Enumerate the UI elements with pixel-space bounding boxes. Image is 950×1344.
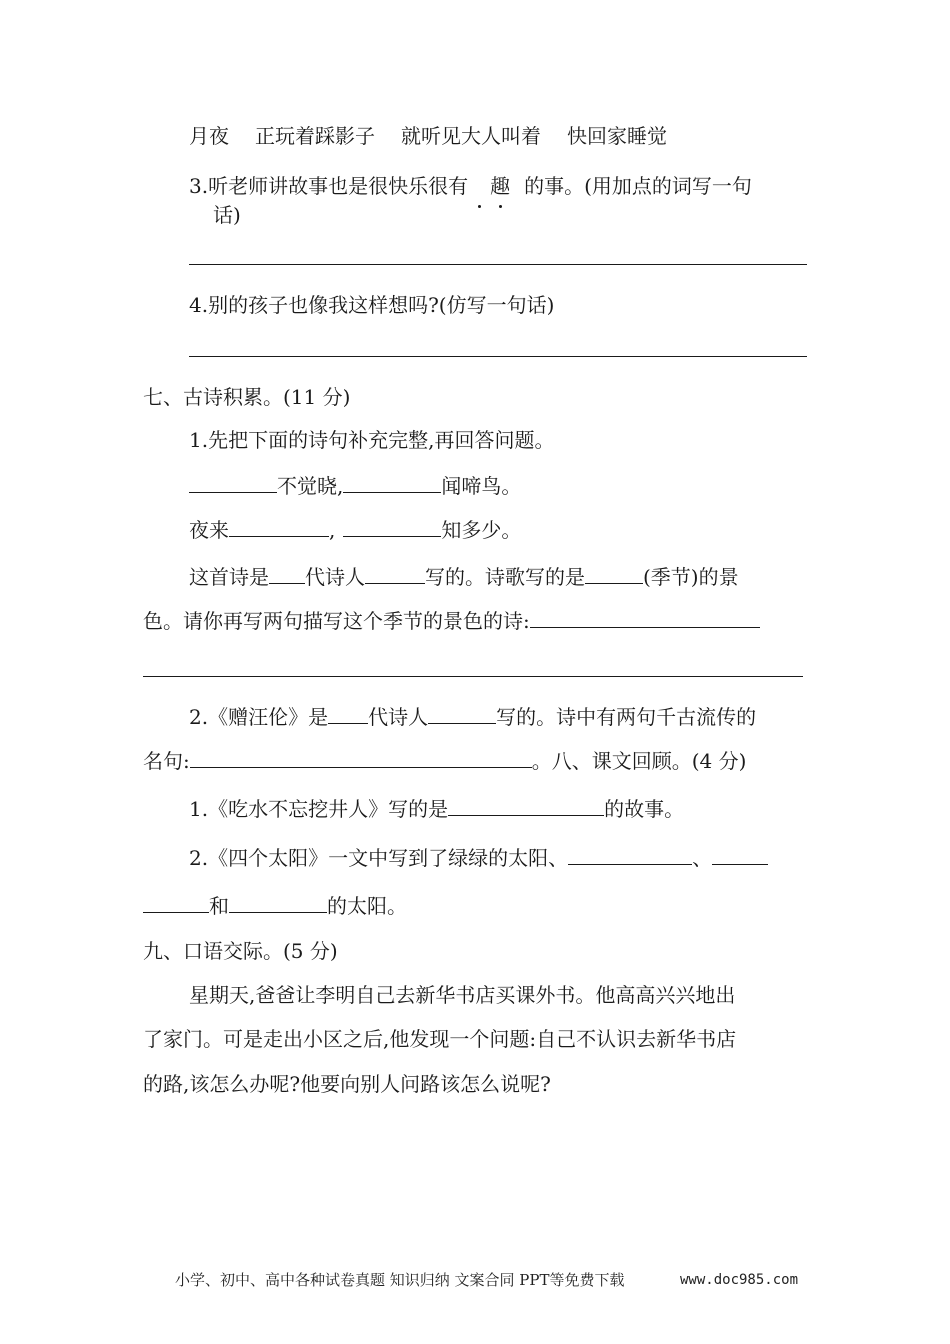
- section-7-question-1: 1.先把下面的诗句补充完整,再回答问题。: [189, 428, 555, 452]
- question-3: [189, 172, 752, 200]
- fill-blank[interactable]: [365, 563, 425, 584]
- section-9-paragraph-line: 了家门。可是走出小区之后,他发现一个问题:自己不认识去新华书店: [143, 1027, 737, 1051]
- fill-blank[interactable]: [190, 747, 532, 768]
- question-text: 的太阳。: [327, 894, 407, 918]
- fill-blank[interactable]: [343, 516, 441, 537]
- fill-blank[interactable]: [530, 607, 760, 628]
- section-8-question-1: [189, 795, 684, 823]
- footer-url[interactable]: www.doc985.com: [680, 1272, 799, 1288]
- fill-blank[interactable]: [328, 703, 368, 724]
- question-text: 2.《赠汪伦》是: [189, 705, 329, 729]
- poem-fragment-line: [189, 122, 667, 150]
- emphasized-word: 趣: [490, 174, 511, 198]
- fill-blank[interactable]: [189, 472, 277, 493]
- section-8-question-2-continued: [143, 892, 407, 920]
- question-text: 1.《吃水不忘挖井人》写的是: [189, 797, 449, 821]
- question-text: 3.听老师讲故事也是很快乐很有: [189, 174, 469, 198]
- question-text: 代诗人: [368, 705, 429, 729]
- poem-line-2: [189, 516, 521, 544]
- question-4: 4.别的孩子也像我这样想吗?(仿写一句话): [189, 293, 555, 317]
- poem-text: 夜来: [189, 518, 229, 542]
- fill-blank[interactable]: [143, 892, 209, 913]
- section-9-heading: 九、口语交际。(5 分): [143, 939, 338, 963]
- section-7-heading: 七、古诗积累。(11 分): [143, 385, 351, 409]
- question-text: 2.《四个太阳》一文中写到了绿绿的太阳、: [189, 846, 569, 870]
- fill-blank[interactable]: [568, 844, 692, 865]
- answer-line[interactable]: [143, 676, 803, 677]
- poem-text: 闻啼鸟。: [441, 474, 522, 498]
- fill-blank[interactable]: [712, 844, 768, 865]
- fill-blank[interactable]: [269, 563, 305, 584]
- question-text: 的事。(用加点的词写一句: [524, 174, 752, 198]
- fill-blank[interactable]: [585, 563, 643, 584]
- question-3-continued: 话): [213, 203, 241, 227]
- section-9-paragraph-line: 星期天,爸爸让李明自己去新华书店买课外书。他高高兴兴地出: [189, 983, 736, 1007]
- question-text: 写的。诗歌写的是: [425, 565, 585, 589]
- text-fragment: 正玩着踩影子: [255, 124, 375, 148]
- question-text: 的故事。: [604, 797, 685, 821]
- fill-blank[interactable]: [343, 472, 441, 493]
- question-text: 这首诗是: [189, 565, 269, 589]
- answer-line[interactable]: [189, 356, 807, 357]
- poem-text: 知多少。: [441, 518, 522, 542]
- fill-blank[interactable]: [229, 892, 327, 913]
- question-text: 和: [209, 894, 229, 918]
- fill-blank[interactable]: [428, 703, 496, 724]
- fill-blank[interactable]: [448, 795, 604, 816]
- text-fragment: 就听见大人叫着: [401, 124, 541, 148]
- famous-lines-and-section-8-heading: [143, 747, 746, 775]
- poem-text: ,: [329, 518, 336, 542]
- question-text: 、: [692, 846, 713, 870]
- section-8-question-2: [189, 844, 768, 872]
- emphasis-dot: [468, 172, 490, 200]
- poem-line-1: [189, 472, 521, 500]
- question-text: (季节)的景: [643, 565, 739, 589]
- question-text: 代诗人: [305, 565, 365, 589]
- section-9-paragraph-line: 的路,该怎么办呢?他要向别人问路该怎么说呢?: [143, 1072, 551, 1096]
- question-text: 色。请你再写两句描写这个季节的景色的诗:: [143, 609, 530, 633]
- answer-line[interactable]: [189, 264, 807, 265]
- question-text: 写的。诗中有两句千古流传的: [496, 705, 757, 729]
- poem-request-line: [143, 607, 760, 635]
- poem-text: 不觉晓,: [277, 474, 344, 498]
- question-text: 名句:: [143, 749, 190, 773]
- text-fragment: 快回家睡觉: [567, 124, 667, 148]
- section-8-heading: 。八、课文回顾。(4 分): [531, 749, 747, 773]
- poem-info-line: [189, 563, 739, 591]
- fill-blank[interactable]: [229, 516, 329, 537]
- text-fragment: 月夜: [189, 124, 229, 148]
- section-7-question-2: [189, 703, 756, 731]
- footer-text: 小学、初中、高中各种试卷真题 知识归纳 文案合同 PPT等免费下载: [175, 1271, 625, 1289]
